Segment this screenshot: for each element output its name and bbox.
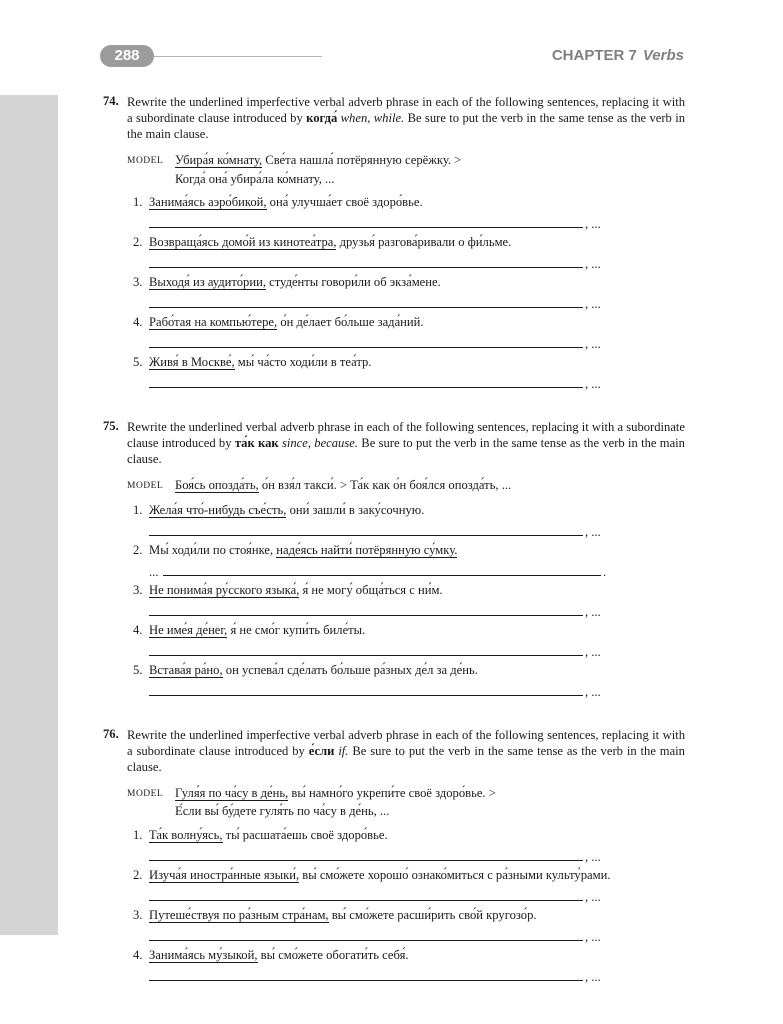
sentence-rest: она́ улучша́ет своё здоро́вье. (266, 195, 423, 209)
item-number: 2. (133, 867, 143, 882)
item-number: 5. (133, 355, 143, 369)
page-content (103, 94, 685, 1012)
exercise-item (133, 354, 685, 394)
underlined-phrase: Боя́сь опозда́ть, (175, 478, 259, 492)
underlined-phrase: Убира́я ко́мнату, (175, 153, 263, 167)
answer-tail: , ... (585, 297, 601, 311)
exercise-item (133, 274, 685, 314)
sentence-rest: друзья́ разгова́ривали о фи́льме. (336, 235, 512, 249)
chapter-label: CHAPTER 7 (551, 47, 637, 64)
sentence-rest: о́н взя́л такси́. > Та́к как о́н боя́лся опозда́ть, ... (258, 478, 512, 492)
keyword-gloss: since, because. (281, 436, 358, 450)
answer-line[interactable] (149, 963, 685, 987)
underlined-phrase: наде́ясь найти́ потёрянную су́мку. (276, 542, 458, 557)
item-number: 3. (133, 582, 143, 597)
model-sentence (175, 152, 685, 171)
exercise-item (133, 582, 685, 622)
exercise-item (133, 194, 685, 234)
answer-tail: , ... (585, 604, 601, 619)
exercise-instruction (127, 727, 685, 775)
instruction-text: Be sure to put the verb in the same tense as the verb in the main clause. (127, 743, 685, 774)
exercise-number: 74. (103, 94, 119, 108)
exercise-item (133, 907, 685, 947)
underlined-phrase: Занима́ясь аэро́бикой, (149, 195, 267, 209)
answer-line[interactable] (149, 883, 685, 907)
answer-tail: , ... (585, 217, 601, 231)
exercise-76 (103, 727, 685, 987)
item-number: 1. (133, 827, 143, 842)
exercise-item (133, 234, 685, 274)
answer-line[interactable] (149, 330, 685, 354)
exercise-item (133, 622, 685, 662)
item-number: 4. (133, 315, 143, 329)
exercise-instruction (127, 94, 685, 142)
answer-tail: , ... (585, 889, 601, 904)
item-number: 4. (133, 622, 143, 637)
answer-tail: , ... (585, 969, 601, 984)
sentence-rest: я́ не могу́ обща́ться с ни́м. (299, 582, 443, 597)
answer-tail: , ... (585, 929, 601, 944)
model-sentence (175, 477, 685, 496)
answer-line[interactable] (149, 678, 685, 702)
underlined-phrase: Живя́ в Москве́, (149, 355, 235, 369)
instruction-text: Be sure to put the verb in the same tense as the verb in the main clause. (127, 436, 685, 466)
margin-band (0, 95, 58, 935)
sentence-rest: он успева́л сде́лать бо́льше ра́зных де́л за де́нь. (222, 662, 478, 677)
answer-line[interactable] (149, 518, 685, 542)
sentence-start: Мы́ ходи́ли по стоя́нке, (149, 542, 277, 557)
exercise-75 (103, 419, 685, 702)
sentence-rest: мы́ ча́сто ходи́ли в теа́тр. (234, 355, 372, 369)
underlined-phrase: Не име́я де́нег, (149, 622, 228, 637)
page-number: 288 (100, 45, 154, 67)
exercise-item (133, 662, 685, 702)
model-label: MODEL (127, 788, 164, 799)
instruction-text: Rewrite the underlined imperfective verbal adverb phrase in each of the following sentences, replacing it with a subordinate clause introduced by (127, 95, 685, 125)
model-label: MODEL (127, 156, 164, 166)
answer-line[interactable] (149, 210, 685, 234)
underlined-phrase: Путеше́ствуя по ра́зным стра́нам, (149, 907, 329, 922)
underlined-phrase: Выходя́ из аудито́рии, (149, 275, 266, 289)
sentence-rest: студе́нты говори́ли об экза́мене. (265, 275, 441, 289)
exercise-74 (103, 94, 685, 394)
item-number: 3. (133, 275, 143, 289)
sentence-rest: вы́ смо́жете обогати́ть себя́. (257, 947, 409, 962)
instruction-text: Be sure to put the verb in the same tense as the verb in the main clause. (127, 111, 685, 141)
answer-line[interactable] (149, 558, 685, 582)
item-number: 2. (133, 235, 143, 249)
exercise-item (133, 827, 685, 867)
answer-tail: , ... (585, 644, 601, 659)
exercise-number: 76. (103, 726, 119, 741)
answer-line[interactable] (149, 290, 685, 314)
answer-line[interactable] (149, 250, 685, 274)
answer-tail: , ... (585, 337, 601, 351)
keyword: когда́ (306, 111, 338, 125)
sentence-rest: вы́ смо́жете хорошо́ ознако́миться с ра́зными культу́рами. (299, 867, 611, 882)
model-example (127, 785, 685, 821)
underlined-phrase: Рабо́тая на компью́тере, (149, 315, 278, 329)
item-number: 1. (133, 502, 143, 517)
header-rule (154, 56, 322, 57)
model-answer: Когда́ она́ убира́ла ко́мнату, ... (175, 171, 335, 186)
answer-line[interactable] (149, 843, 685, 867)
model-answer: Е́сли вы́ бу́дете гуля́ть по ча́су в де́нь, ... (175, 804, 390, 818)
sentence-rest: о́н де́лает бо́льше зада́ний. (277, 315, 424, 329)
exercise-item (133, 947, 685, 987)
exercise-item (133, 867, 685, 907)
model-example (127, 477, 685, 496)
exercise-item (133, 314, 685, 354)
instruction-text: Rewrite the underlined imperfective verbal adverb phrase in each of the following sentences, replacing it with a subordinate clause introduced by (127, 727, 685, 758)
keyword-gloss: when, while. (340, 111, 405, 125)
model-example (127, 152, 685, 188)
underlined-phrase: Изуча́я иностра́нные языки́, (149, 867, 300, 882)
chapter-title (552, 47, 684, 64)
keyword: та́к как (234, 436, 279, 450)
underlined-phrase: Жела́я что́-нибудь съе́сть, (149, 502, 287, 517)
model-sentence (175, 785, 685, 804)
keyword-gloss: if. (338, 743, 349, 758)
underlined-phrase: Не понима́я ру́сского языка́, (149, 582, 300, 597)
underlined-phrase: Занима́ясь му́зыкой, (149, 947, 258, 962)
item-number: 5. (133, 662, 143, 677)
model-label: MODEL (127, 481, 164, 491)
answer-tail: . (603, 564, 607, 579)
sentence-rest: вы́ смо́жете расши́рить сво́й кругозо́р. (328, 907, 537, 922)
exercise-instruction (127, 419, 685, 467)
sentence-rest: ты́ расшата́ешь своё здоро́вье. (222, 827, 388, 842)
item-number: 3. (133, 907, 143, 922)
underlined-phrase: Встава́я ра́но, (149, 662, 223, 677)
underlined-phrase: Гуля́я по ча́су в де́нь, (175, 785, 289, 800)
item-number: 4. (133, 947, 143, 962)
sentence-rest: я́ не смо́г купи́ть биле́ты. (227, 622, 366, 637)
exercise-item (133, 542, 685, 582)
sentence-rest: вы́ намно́го укрепи́те своё здоро́вье. > (288, 785, 496, 800)
answer-tail: , ... (585, 849, 601, 864)
sentence-rest: Све́та нашла́ потёрянную серёжку. > (262, 153, 462, 167)
item-number: 1. (133, 195, 143, 209)
answer-tail: , ... (585, 524, 601, 539)
answer-tail: , ... (585, 377, 601, 391)
sentence-rest: они́ зашли́ в заку́сочную. (286, 502, 425, 517)
page-header (100, 44, 690, 72)
exercise-item (133, 502, 685, 542)
exercise-number: 75. (103, 419, 119, 433)
answer-line[interactable] (149, 923, 685, 947)
item-number: 2. (133, 542, 143, 557)
answer-line[interactable] (149, 598, 685, 622)
underlined-phrase: Та́к волну́ясь, (149, 827, 223, 842)
instruction-text: Rewrite the underlined verbal adverb phrase in each of the following sentences, replacing it with a subordinate clause introduced by (127, 420, 685, 450)
answer-lead: ... (149, 564, 159, 579)
section-label: Verbs (642, 47, 684, 64)
answer-tail: , ... (585, 684, 601, 699)
keyword: е́сли (308, 743, 335, 758)
answer-tail: , ... (585, 257, 601, 271)
underlined-phrase: Возвраща́ясь домо́й из кинотеа́тра, (149, 235, 337, 249)
answer-line[interactable] (149, 370, 685, 394)
answer-line[interactable] (149, 638, 685, 662)
